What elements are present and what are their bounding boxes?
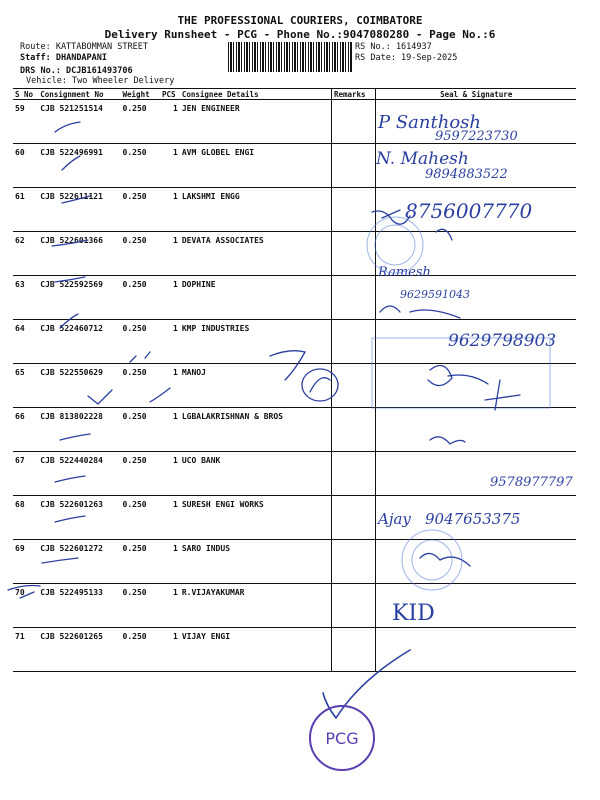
- row-seal-signature: [376, 364, 576, 408]
- col-sno: S No: [13, 89, 38, 100]
- row-seal-signature: [376, 584, 576, 628]
- row-seal-signature: [376, 540, 576, 584]
- table-row: [13, 276, 576, 320]
- row-weight: 0.250: [121, 232, 160, 276]
- row-sno: 60: [13, 144, 38, 188]
- row-remarks: [331, 540, 376, 584]
- row-remarks: [331, 584, 376, 628]
- row-remarks: [331, 320, 376, 364]
- handwriting-phone-59: 9597223730: [435, 129, 518, 144]
- row-consignment-no: CJB 522495133: [38, 584, 120, 628]
- rs-date: RS Date: 19-Sep-2025: [355, 53, 458, 63]
- row-consignment-no: CJB 521251514: [38, 100, 120, 144]
- table-row: [13, 452, 576, 496]
- row-consignee: DOPHINE: [180, 276, 332, 320]
- row-remarks: [331, 100, 376, 144]
- row-weight: 0.250: [121, 452, 160, 496]
- handwriting-phone-68: 9578977797: [490, 475, 573, 490]
- row-weight: 0.250: [121, 584, 160, 628]
- row-remarks: [331, 144, 376, 188]
- row-consignee: DEVATA ASSOCIATES: [180, 232, 332, 276]
- row-pcs: 1: [160, 320, 180, 364]
- row-sno: 68: [13, 496, 38, 540]
- row-seal-signature: [376, 628, 576, 672]
- row-consignee: R.VIJAYAKUMAR: [180, 584, 332, 628]
- col-seal-signature: Seal & Signature: [376, 89, 576, 100]
- row-sno: 67: [13, 452, 38, 496]
- row-sno: 64: [13, 320, 38, 364]
- row-seal-signature: [376, 100, 576, 144]
- row-consignment-no: CJB 522550629: [38, 364, 120, 408]
- row-pcs: 1: [160, 496, 180, 540]
- col-weight: Weight: [121, 89, 160, 100]
- row-weight: 0.250: [121, 628, 160, 672]
- table-row: [13, 232, 576, 276]
- row-seal-signature: [376, 320, 576, 364]
- row-sno: 69: [13, 540, 38, 584]
- staff-name: DHANDAPANI: [55, 53, 108, 63]
- row-consignee: AVM GLOBEL ENGI: [180, 144, 332, 188]
- row-consignment-no: CJB 522601366: [38, 232, 120, 276]
- row-remarks: [331, 408, 376, 452]
- row-sno: 70: [13, 584, 38, 628]
- row-consignment-no: CJB 522440284: [38, 452, 120, 496]
- row-sno: 65: [13, 364, 38, 408]
- row-consignment-no: CJB 522460712: [38, 320, 120, 364]
- row-remarks: [331, 276, 376, 320]
- company-title: THE PROFESSIONAL COURIERS, COIMBATORE: [177, 14, 423, 27]
- row-sno: 61: [13, 188, 38, 232]
- pcg-stamp: [310, 706, 374, 770]
- table-row: [13, 188, 576, 232]
- row-remarks: [331, 452, 376, 496]
- row-pcs: 1: [160, 232, 180, 276]
- row-pcs: 1: [160, 452, 180, 496]
- handwriting-name-69: Ajay: [378, 510, 411, 528]
- row-seal-signature: [376, 496, 576, 540]
- handwriting-phone-64: 9629798903: [448, 331, 557, 351]
- table-row: [13, 320, 576, 364]
- table-row: [13, 100, 576, 144]
- row-weight: 0.250: [121, 364, 160, 408]
- row-pcs: 1: [160, 540, 180, 584]
- row-weight: 0.250: [121, 100, 160, 144]
- row-weight: 0.250: [121, 320, 160, 364]
- row-consignment-no: CJB 522601265: [38, 628, 120, 672]
- row-consignment-no: CJB 522592569: [38, 276, 120, 320]
- row-sno: 63: [13, 276, 38, 320]
- row-sno: 59: [13, 100, 38, 144]
- row-consignee: JEN ENGINEER: [180, 100, 332, 144]
- table-row: [13, 496, 576, 540]
- row-seal-signature: [376, 144, 576, 188]
- row-pcs: 1: [160, 144, 180, 188]
- drs-info: DRS No.: DCJB161493706: [20, 66, 133, 76]
- handwriting-phone-60: 9894883522: [425, 167, 508, 182]
- row-weight: 0.250: [121, 188, 160, 232]
- table-row: [13, 540, 576, 584]
- table-row: [13, 144, 576, 188]
- row-remarks: [331, 496, 376, 540]
- staff-info: [20, 53, 107, 63]
- row-remarks: [331, 364, 376, 408]
- row-consignment-no: CJB 813802228: [38, 408, 120, 452]
- vehicle-info: Vehicle: Two Wheeler Delivery: [26, 76, 175, 86]
- row-pcs: 1: [160, 276, 180, 320]
- staff-label: Staff:: [20, 53, 51, 63]
- row-sno: 66: [13, 408, 38, 452]
- row-consignee: MANOJ: [180, 364, 332, 408]
- row-seal-signature: [376, 452, 576, 496]
- table-header: [13, 89, 576, 100]
- row-remarks: [331, 188, 376, 232]
- row-sno: 62: [13, 232, 38, 276]
- row-consignee: SURESH ENGI WORKS: [180, 496, 332, 540]
- row-sno: 71: [13, 628, 38, 672]
- row-consignment-no: CJB 522496991: [38, 144, 120, 188]
- row-seal-signature: [376, 276, 576, 320]
- table-row: [13, 628, 576, 672]
- pcg-stamp-text: PCG: [325, 729, 359, 748]
- row-pcs: 1: [160, 100, 180, 144]
- barcode: [228, 42, 352, 72]
- col-consignment: Consignment No: [38, 89, 120, 100]
- handwriting-name-60: N. Mahesh: [376, 149, 469, 169]
- row-consignee: UCO BANK: [180, 452, 332, 496]
- col-remarks: Remarks: [331, 89, 376, 100]
- table-row: [13, 408, 576, 452]
- row-seal-signature: [376, 232, 576, 276]
- row-consignment-no: CJB 522611121: [38, 188, 120, 232]
- row-seal-signature: [376, 188, 576, 232]
- row-pcs: 1: [160, 188, 180, 232]
- row-pcs: 1: [160, 408, 180, 452]
- handwriting-71: KID: [392, 601, 435, 626]
- table-row: [13, 584, 576, 628]
- col-pcs: PCS: [160, 89, 180, 100]
- row-remarks: [331, 628, 376, 672]
- handwriting-name-59: P Santhosh: [378, 112, 481, 133]
- row-weight: 0.250: [121, 496, 160, 540]
- row-consignee: LAKSHMI ENGG: [180, 188, 332, 232]
- row-seal-signature: [376, 408, 576, 452]
- pcg-stamp-ring: [310, 706, 374, 770]
- table-row: [13, 364, 576, 408]
- row-consignment-no: CJB 522601263: [38, 496, 120, 540]
- row-consignee: LGBALAKRISHNAN & BROS: [180, 408, 332, 452]
- row-pcs: 1: [160, 584, 180, 628]
- handwriting-phone-63: 9629591043: [400, 288, 470, 301]
- row-pcs: 1: [160, 628, 180, 672]
- row-consignee: VIJAY ENGI: [180, 628, 332, 672]
- row-weight: 0.250: [121, 276, 160, 320]
- row-consignee: KMP INDUSTRIES: [180, 320, 332, 364]
- row-consignee: SARO INDUS: [180, 540, 332, 584]
- row-remarks: [331, 232, 376, 276]
- row-weight: 0.250: [121, 144, 160, 188]
- col-consignee-details: Consignee Details: [180, 89, 332, 100]
- runsheet-title: Delivery Runsheet - PCG - Phone No.:9047080280 - Page No.:6: [104, 28, 496, 41]
- handwriting-phone-61: 8756007770: [405, 199, 533, 223]
- runsheet-table: [13, 88, 576, 672]
- row-consignment-no: CJB 522601272: [38, 540, 120, 584]
- handwriting-name-63: Ramesh: [378, 265, 431, 280]
- row-weight: 0.250: [121, 408, 160, 452]
- rs-number: RS No.: 1614937: [355, 42, 432, 52]
- row-weight: 0.250: [121, 540, 160, 584]
- route-info: Route: KATTABOMMAN STREET: [20, 42, 148, 52]
- row-pcs: 1: [160, 364, 180, 408]
- handwriting-phone-69: 9047653375: [425, 510, 521, 528]
